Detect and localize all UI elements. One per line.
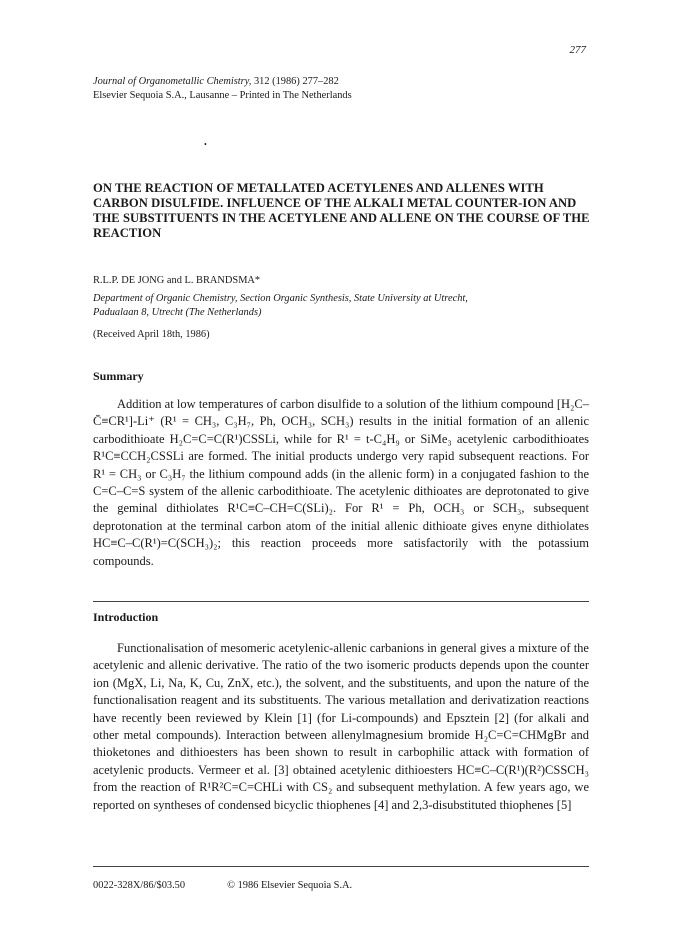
summary-text: Addition at low temperatures of carbon disulfide to a solution of the lithium compound [H₂C–C̄≡CR¹]-Li⁺ (R¹ = CH₃, C₃H₇, Ph, OCH₃, SCH₃) results in the initial formation of an allenic carbodithioate H₂C=C=C(R¹)CSSLi, while for R¹ = t-C₄H₉ or SiMe₃ acetylenic carbodithioates R¹C≡CCH₂CSSLi are formed. The initial products undergo very rapid subsequent reactions. For R¹ = CH₃ or C₃H₇ the lithium compound adds (in the allenic form) in a conjugated fashion to the C=C–C=S system of the allenic carbodithioate. The acetylenic dithioates are deprotonated to give the geminal dithiolates R¹C≡C–CH=C(SLi)₂. For R¹ = Ph, OCH₃ or SCH₃, subsequent deprotonation at the terminal carbon atom of the initial allenic dithioate gives enyne dithiolates HC≡C–C(R¹)=C(SCH₃)₂; this reaction proceeds more satisfactorily with the potassium compounds. — [93, 397, 589, 568]
footer-divider — [93, 866, 589, 867]
publisher-line: Elsevier Sequoia S.A., Lausanne – Printed in The Netherlands — [93, 90, 352, 101]
journal-name: Journal of Organometallic Chemistry, — [93, 76, 252, 87]
affiliation — [93, 292, 468, 320]
page-number: 277 — [569, 44, 586, 56]
section-divider — [93, 601, 589, 602]
received-date: (Received April 18th, 1986) — [93, 329, 210, 340]
speck-mark: • — [204, 140, 207, 149]
article-title: ON THE REACTION OF METALLATED ACETYLENES AND ALLENES WITH CARBON DISULFIDE. INFLUENCE OF THE ALKALI METAL COUNTER-ION AND THE SUBSTITUENTS IN THE ACETYLENE AND ALLENE ON THE COURSE OF THE REACTION — [93, 181, 590, 240]
summary-heading: Summary — [93, 369, 144, 383]
copyright-notice: © 1986 Elsevier Sequoia S.A. — [227, 880, 353, 891]
introduction-heading: Introduction — [93, 610, 159, 624]
journal-header — [93, 75, 352, 103]
issn-price-code: 0022-328X/86/$03.50 — [93, 880, 186, 891]
authors: R.L.P. DE JONG and L. BRANDSMA* — [93, 275, 261, 286]
introduction-text: Functionalisation of mesomeric acetylenic-allenic carbanions in general gives a mixture of the acetylenic and allenic derivative. The ratio of the two isomeric products depends upon the counter ion (MgX, Li, Na, K, Cu, ZnX, etc.), the solvent, and the substituents, and upon the nature of the functionalisation reagent and its substituents. The various metallation and derivatization reactions have recently been reviewed by Klein [1] (for Li-compounds) and Epsztein [2] (for alkali and other metal compounds). Interaction between allenylmagnesium bromide H₂C=C=CHMgBr and thioketones and dithioesters has been shown to result in carbophilic attack with formation of acetylenic products. Vermeer et al. [3] obtained acetylenic dithioesters HC≡C–C(R¹)(R²)CSSCH₃ from the reaction of R¹R²C=C=CHLi with CS₂ and subsequent methylation. A few years ago, we reported on syntheses of condensed bicyclic thiophenes [4] and 2,3-disubstituted thiophenes [5] — [93, 641, 589, 812]
affiliation-line-1: Department of Organic Chemistry, Section Organic Synthesis, State University at Utrecht, — [93, 293, 468, 304]
page-footer — [93, 880, 394, 891]
journal-volume: 312 (1986) 277–282 — [251, 76, 339, 87]
affiliation-line-2: Padualaan 8, Utrecht (The Netherlands) — [93, 307, 262, 318]
journal-citation-line — [93, 75, 352, 89]
